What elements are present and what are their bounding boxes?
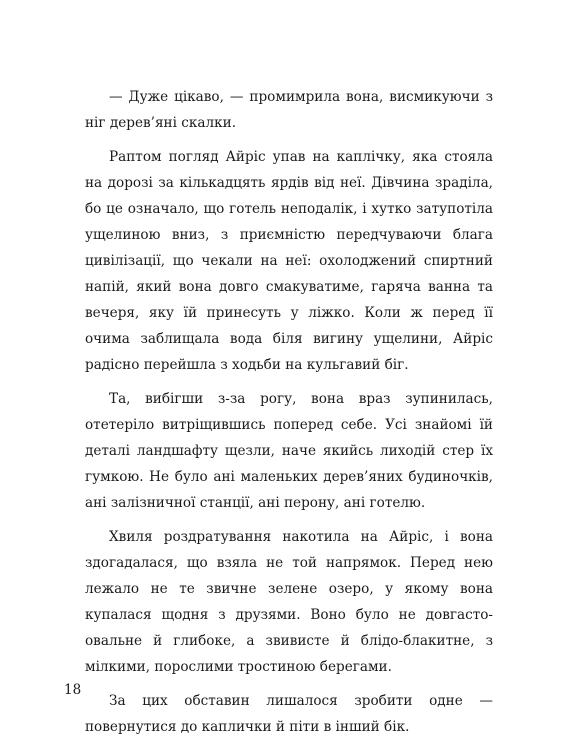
- paragraph-5: За цих обставин лишалося зробити одне — повернутися до каплички й піти в інший бік.: [85, 693, 493, 735]
- paragraph-3: Та, вибігши з-за рогу, вона враз зупинилась, отетеріло витріщившись поперед себе. Усі знайомі їй деталі ландшафту щезли, наче якийсь лиходій стер їх гумкою. Не було ані маленьких дерев’яних будиночків, ані залізничної станції, ані перону, ані готелю.: [85, 391, 493, 511]
- body-text: [85, 84, 493, 748]
- paragraph-4: Хвиля роздратування накотила на Айріс, і вона здогадалася, що взяла не той напрямок. Перед нею лежало не те звичне зелене озеро, у якому вона купалася щодня з друзями. Воно було не довгасто-овальне й глибоке, а звивисте й блідо-блакитне, з мілкими, порослими тростиною берегами.: [85, 529, 493, 675]
- paragraph-1: — Дуже цікаво, — промимрила вона, висмикуючи з ніг дерев’яні скалки.: [85, 89, 493, 131]
- paragraph-2: Раптом погляд Айріс упав на каплічку, яка стояла на дорозі за кількадцять ярдів від неї. Дівчина зраділа, бо це означало, що готель неподалік, і хутко затупотіла ущелиною вниз, з приємністю передчуваючи блага цивілізації, що чекали на неї: охолоджений спиртний напій, який вона довго смакуватиме, гаряча ванна та вечеря, яку їй принесуть у ліжко. Коли ж перед її очима заблищала вода біля вигину ущелини, Айріс радісно перейшла з ходьби на кульгавий біг.: [85, 149, 493, 373]
- page-number: 18: [64, 682, 82, 698]
